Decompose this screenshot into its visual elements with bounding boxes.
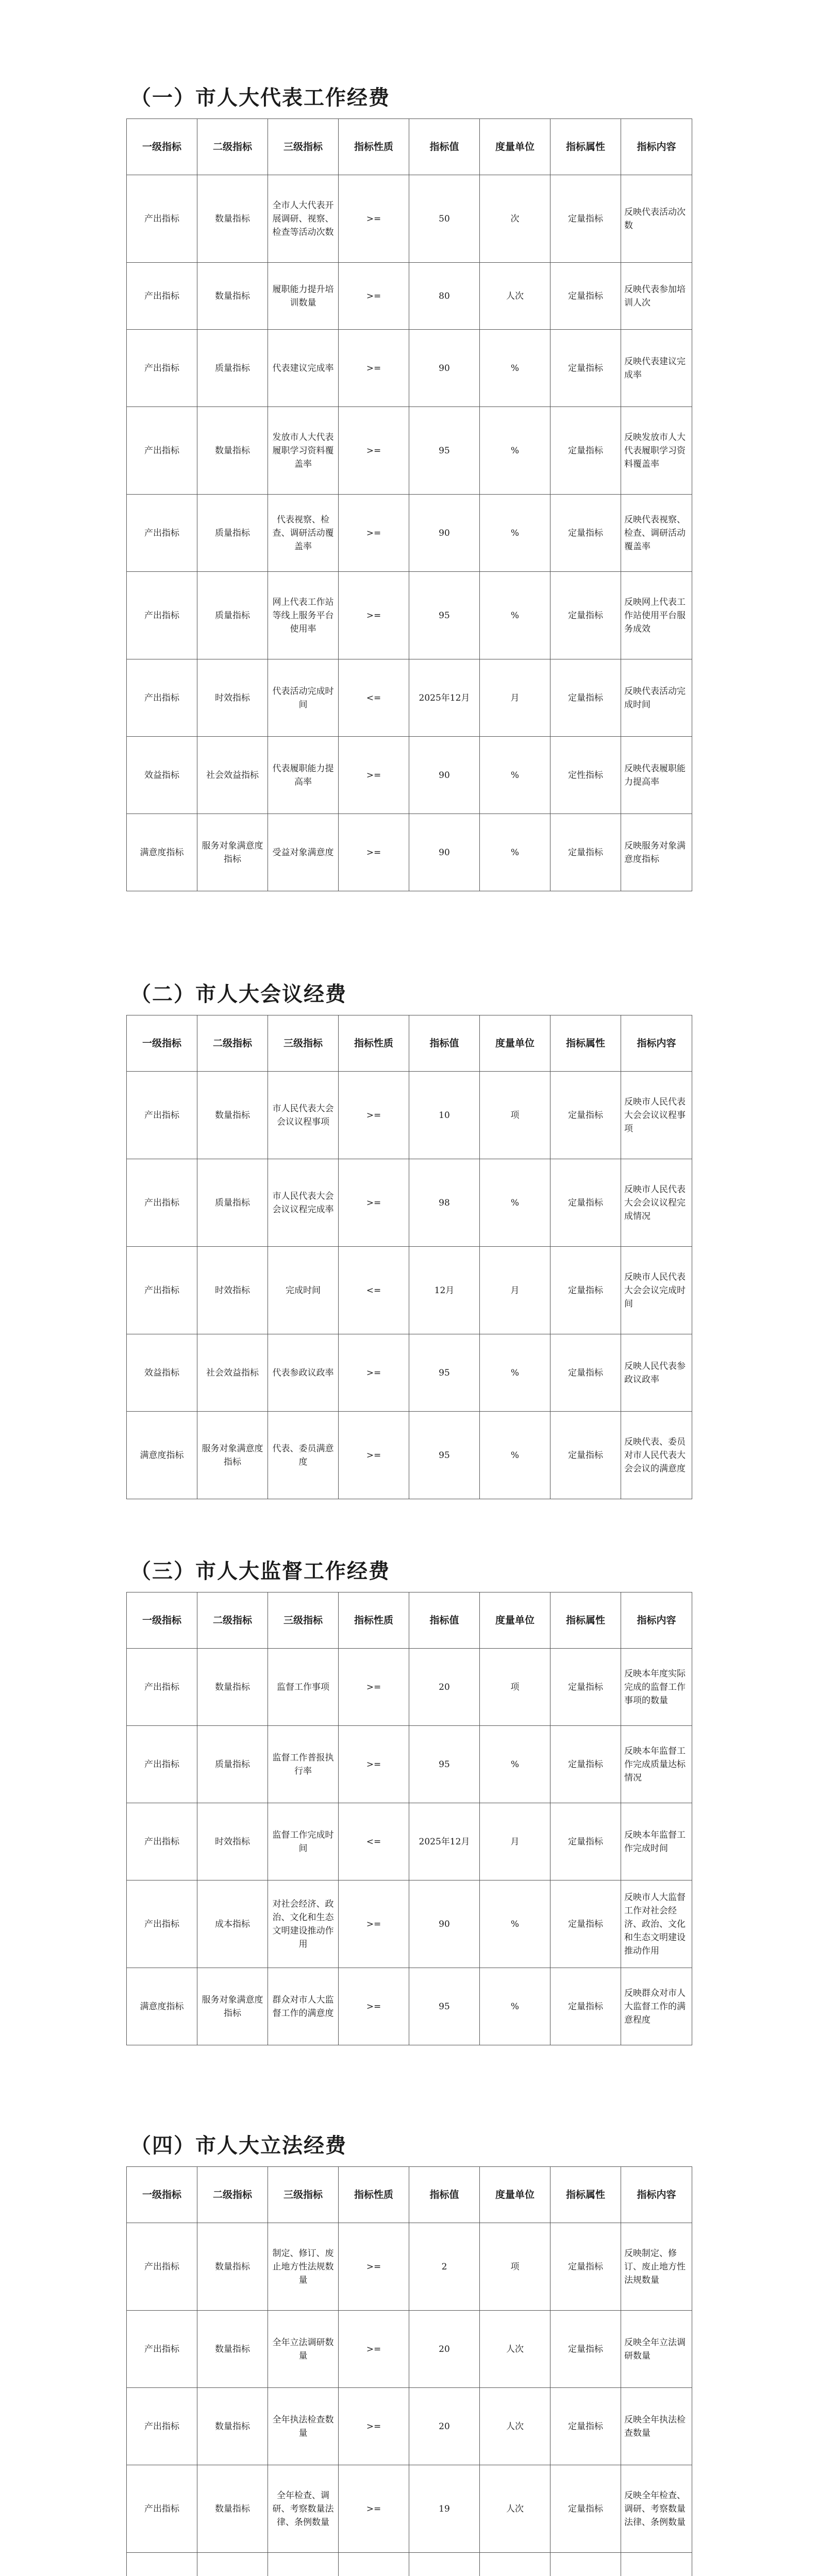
header-attribute: 指标属性 [550, 119, 621, 175]
table-header-row [127, 2167, 692, 2223]
cell-level3: 履职能力提升培训数量 [268, 263, 339, 330]
table-header-row [127, 119, 692, 175]
cell-nature: >= [339, 495, 409, 572]
cell-value: 10 [409, 1072, 480, 1159]
cell-level3: 全年立法调研数量 [268, 2311, 339, 2388]
section-title: （四）市人大立法经费 [130, 2133, 347, 2158]
table-row [127, 1726, 692, 1803]
cell-level2: 社会效益指标 [197, 737, 268, 814]
header-content: 指标内容 [621, 2167, 692, 2223]
cell-level3: 监督工作普报执行率 [268, 1726, 339, 1803]
cell-level1: 产出指标 [127, 2388, 197, 2465]
cell-value: 50 [409, 175, 480, 263]
header-value: 指标值 [409, 2167, 480, 2223]
cell-content: 反映代表建议完成率 [621, 330, 692, 407]
cell-unit: % [480, 814, 550, 891]
cell-attribute: 定量指标 [550, 659, 621, 737]
cell-level3: 代表参政议政率 [268, 1334, 339, 1412]
cell-level1: 产出指标 [127, 1726, 197, 1803]
header-nature: 指标性质 [339, 2167, 409, 2223]
cell-content: 反映市人民代表大会会议完成时间 [621, 1247, 692, 1334]
cell-attribute: 定量指标 [550, 1649, 621, 1726]
cell-level1: 满意度指标 [127, 1968, 197, 2045]
cell-attribute: 定量指标 [550, 2311, 621, 2388]
cell-content: 反映代表视察、检查、调研活动覆盖率 [621, 495, 692, 572]
cell-content: 反映本年度实际完成的监督工作事项的数量 [621, 1649, 692, 1726]
header-level3: 三级指标 [268, 1592, 339, 1649]
cell-level1: 产出指标 [127, 1247, 197, 1334]
header-value: 指标值 [409, 1592, 480, 1649]
cell-nature: >= [339, 1726, 409, 1803]
cell-level2: 服务对象满意度指标 [197, 1412, 268, 1499]
indicator-table [126, 2166, 692, 2576]
cell-content: 反映代表履职能力提高率 [621, 737, 692, 814]
indicator-table [126, 1592, 692, 2045]
cell-content: 反映制定、修订、废止地方性法规数量 [621, 2223, 692, 2311]
cell-level2: 数量指标 [197, 2223, 268, 2311]
cell-nature: >= [339, 1334, 409, 1412]
section-title: （一）市人大代表工作经费 [130, 86, 390, 110]
cell-level3: 监督工作事项 [268, 1649, 339, 1726]
table-row [127, 2553, 692, 2576]
cell-level3: 代表活动完成时间 [268, 659, 339, 737]
table-row [127, 330, 692, 407]
cell-value: 2025年12月 [409, 1803, 480, 1880]
cell-attribute: 定量指标 [550, 1803, 621, 1880]
cell-attribute: 定量指标 [550, 1726, 621, 1803]
table-row [127, 1803, 692, 1880]
cell-content: 反映全年检查、调研、考察数量法律、条例数量 [621, 2465, 692, 2553]
cell-attribute: 定量指标 [550, 1072, 621, 1159]
cell-attribute: 定量指标 [550, 572, 621, 659]
cell-level1: 产出指标 [127, 2465, 197, 2553]
cell-level1: 产出指标 [127, 1649, 197, 1726]
cell-unit: % [480, 1880, 550, 1968]
cell-value: 2025年12月 [409, 659, 480, 737]
cell-nature: >= [339, 2388, 409, 2465]
cell-level1: 产出指标 [127, 330, 197, 407]
cell-level3: 完成时间 [268, 1247, 339, 1334]
cell-value: 90 [409, 495, 480, 572]
header-attribute: 指标属性 [550, 2167, 621, 2223]
table-row [127, 1649, 692, 1726]
cell-unit: % [480, 1726, 550, 1803]
cell-nature: >= [339, 1649, 409, 1726]
header-attribute: 指标属性 [550, 1592, 621, 1649]
cell-value: 95 [409, 407, 480, 495]
header-value: 指标值 [409, 1015, 480, 1072]
cell-level1: 产出指标 [127, 175, 197, 263]
header-value: 指标值 [409, 119, 480, 175]
cell-content: 反映代表、委员对市人民代表大会会议的满意度 [621, 1412, 692, 1499]
cell-level3: 发放市人大代表履职学习资料覆盖率 [268, 407, 339, 495]
cell-nature: >= [339, 737, 409, 814]
cell-nature: >= [339, 1968, 409, 2045]
cell-content: 反映代表活动次数 [621, 175, 692, 263]
cell-value: 2 [409, 2223, 480, 2311]
cell-attribute: 定量指标 [550, 330, 621, 407]
table-header-row [127, 1592, 692, 1649]
table-row [127, 2465, 692, 2553]
cell-level1: 产出指标 [127, 2223, 197, 2311]
cell-nature [339, 2553, 409, 2576]
cell-value: 95 [409, 1968, 480, 2045]
cell-nature: >= [339, 175, 409, 263]
table-row [127, 572, 692, 659]
cell-level3: 代表、委员满意度 [268, 1412, 339, 1499]
cell-level1: 产出指标 [127, 659, 197, 737]
table-row [127, 1334, 692, 1412]
cell-content: 反映网上代表工作站使用平台服务成效 [621, 572, 692, 659]
cell-nature: >= [339, 330, 409, 407]
cell-content: 反映代表参加培训人次 [621, 263, 692, 330]
cell-attribute [550, 2553, 621, 2576]
cell-unit: 月 [480, 1803, 550, 1880]
header-level1: 一级指标 [127, 119, 197, 175]
cell-nature: >= [339, 263, 409, 330]
cell-unit: 项 [480, 1072, 550, 1159]
table-row [127, 263, 692, 330]
cell-content: 反映市人大监督工作对社会经济、政治、文化和生态文明建设推动作用 [621, 1880, 692, 1968]
cell-level3: 代表视察、检查、调研活动覆盖率 [268, 495, 339, 572]
cell-level1: 效益指标 [127, 737, 197, 814]
cell-level2: 质量指标 [197, 572, 268, 659]
cell-level3: 群众对市人大监督工作的满意度 [268, 1968, 339, 2045]
indicator-section [126, 2125, 692, 2576]
table-row [127, 1247, 692, 1334]
cell-nature: >= [339, 2223, 409, 2311]
cell-attribute: 定量指标 [550, 1247, 621, 1334]
cell-content: 反映代表活动完成时间 [621, 659, 692, 737]
table-row [127, 2223, 692, 2311]
cell-level3: 市人民代表大会会议议程事项 [268, 1072, 339, 1159]
header-level1: 一级指标 [127, 1592, 197, 1649]
cell-content: 反映群众对市人大监督工作的满意程度 [621, 1968, 692, 2045]
cell-nature: >= [339, 2311, 409, 2388]
table-row [127, 1072, 692, 1159]
table-row [127, 1880, 692, 1968]
cell-level3: 全年执法检查数量 [268, 2388, 339, 2465]
cell-value: 80 [409, 263, 480, 330]
cell-unit: % [480, 330, 550, 407]
indicator-section [126, 974, 692, 1499]
cell-value [409, 2553, 480, 2576]
header-level2: 二级指标 [197, 2167, 268, 2223]
cell-attribute: 定量指标 [550, 1159, 621, 1247]
indicator-section [126, 77, 692, 891]
header-content: 指标内容 [621, 1592, 692, 1649]
cell-content: 反映本年监督工作完成时间 [621, 1803, 692, 1880]
cell-unit: % [480, 407, 550, 495]
cell-level2: 服务对象满意度指标 [197, 814, 268, 891]
cell-value: 90 [409, 814, 480, 891]
header-level2: 二级指标 [197, 1015, 268, 1072]
cell-level1 [127, 2553, 197, 2576]
section-title: （二）市人大会议经费 [130, 982, 347, 1006]
cell-attribute: 定量指标 [550, 175, 621, 263]
cell-level2: 数量指标 [197, 175, 268, 263]
cell-unit: 人次 [480, 2388, 550, 2465]
cell-attribute: 定量指标 [550, 814, 621, 891]
header-nature: 指标性质 [339, 1592, 409, 1649]
cell-attribute: 定量指标 [550, 2223, 621, 2311]
indicator-table [126, 1015, 692, 1499]
cell-value: 20 [409, 2311, 480, 2388]
cell-level1: 满意度指标 [127, 814, 197, 891]
table-row [127, 1159, 692, 1247]
table-row [127, 659, 692, 737]
cell-value: 95 [409, 572, 480, 659]
cell-nature: >= [339, 814, 409, 891]
cell-value: 90 [409, 737, 480, 814]
cell-unit: % [480, 1334, 550, 1412]
cell-unit: % [480, 572, 550, 659]
cell-level2 [197, 2553, 268, 2576]
cell-nature: >= [339, 2465, 409, 2553]
header-unit: 度量单位 [480, 119, 550, 175]
cell-level2: 数量指标 [197, 2388, 268, 2465]
cell-content: 反映市人民代表大会会议议程事项 [621, 1072, 692, 1159]
cell-level2: 质量指标 [197, 330, 268, 407]
cell-level2: 数量指标 [197, 1072, 268, 1159]
cell-nature: >= [339, 1072, 409, 1159]
cell-nature: >= [339, 1159, 409, 1247]
cell-nature: >= [339, 1880, 409, 1968]
cell-attribute: 定量指标 [550, 1412, 621, 1499]
cell-value: 90 [409, 1880, 480, 1968]
table-row [127, 175, 692, 263]
cell-level1: 产出指标 [127, 495, 197, 572]
indicator-table [126, 118, 692, 891]
cell-level3: 代表建议完成率 [268, 330, 339, 407]
cell-level1: 效益指标 [127, 1334, 197, 1412]
cell-unit: % [480, 737, 550, 814]
header-level2: 二级指标 [197, 119, 268, 175]
cell-level1: 产出指标 [127, 2311, 197, 2388]
cell-level1: 产出指标 [127, 1803, 197, 1880]
cell-unit: 人次 [480, 2465, 550, 2553]
indicator-section [126, 1551, 692, 2045]
table-row [127, 1968, 692, 2045]
table-row [127, 1412, 692, 1499]
cell-attribute: 定性指标 [550, 737, 621, 814]
cell-unit: 人次 [480, 263, 550, 330]
cell-level2: 时效指标 [197, 1803, 268, 1880]
cell-level1: 产出指标 [127, 1880, 197, 1968]
cell-level1: 产出指标 [127, 572, 197, 659]
header-level1: 一级指标 [127, 2167, 197, 2223]
cell-content: 反映市人民代表大会会议议程完成情况 [621, 1159, 692, 1247]
header-content: 指标内容 [621, 1015, 692, 1072]
cell-level2: 质量指标 [197, 1159, 268, 1247]
table-row [127, 495, 692, 572]
cell-nature: >= [339, 407, 409, 495]
cell-level1: 产出指标 [127, 407, 197, 495]
cell-unit: 人次 [480, 2311, 550, 2388]
header-nature: 指标性质 [339, 1015, 409, 1072]
cell-level3: 对社会经济、政治、文化和生态文明建设推动作用 [268, 1880, 339, 1968]
table-row [127, 814, 692, 891]
header-attribute: 指标属性 [550, 1015, 621, 1072]
cell-content [621, 2553, 692, 2576]
cell-level2: 成本指标 [197, 1880, 268, 1968]
cell-value: 20 [409, 1649, 480, 1726]
cell-nature: <= [339, 1247, 409, 1334]
header-level2: 二级指标 [197, 1592, 268, 1649]
cell-level3: 监督工作完成时间 [268, 1803, 339, 1880]
cell-level3: 制定、修订、废止地方性法规数量 [268, 2223, 339, 2311]
cell-level2: 时效指标 [197, 659, 268, 737]
table-row [127, 2311, 692, 2388]
cell-content: 反映全年执法检查数量 [621, 2388, 692, 2465]
header-content: 指标内容 [621, 119, 692, 175]
cell-value: 95 [409, 1412, 480, 1499]
cell-content: 反映全年立法调研数量 [621, 2311, 692, 2388]
table-row [127, 2388, 692, 2465]
cell-value: 95 [409, 1726, 480, 1803]
cell-attribute: 定量指标 [550, 263, 621, 330]
header-unit: 度量单位 [480, 1015, 550, 1072]
cell-level3: 代表履职能力提高率 [268, 737, 339, 814]
cell-content: 反映本年监督工作完成质量达标情况 [621, 1726, 692, 1803]
cell-content: 反映人民代表参政议政率 [621, 1334, 692, 1412]
cell-level2: 服务对象满意度指标 [197, 1968, 268, 2045]
cell-level2: 时效指标 [197, 1247, 268, 1334]
cell-attribute: 定量指标 [550, 2388, 621, 2465]
section-title: （三）市人大监督工作经费 [130, 1559, 390, 1583]
header-level3: 三级指标 [268, 119, 339, 175]
cell-nature: >= [339, 1412, 409, 1499]
cell-unit: % [480, 495, 550, 572]
cell-level1: 产出指标 [127, 263, 197, 330]
cell-level3: 全市人大代表开展调研、视察、检查等活动次数 [268, 175, 339, 263]
cell-attribute: 定量指标 [550, 2465, 621, 2553]
cell-content: 反映服务对象满意度指标 [621, 814, 692, 891]
cell-level1: 产出指标 [127, 1072, 197, 1159]
cell-unit: 月 [480, 659, 550, 737]
cell-unit: 次 [480, 175, 550, 263]
table-header-row [127, 1015, 692, 1072]
cell-level2: 社会效益指标 [197, 1334, 268, 1412]
cell-level3: 全年检查、调研、考察数量法律、条例数量 [268, 2465, 339, 2553]
cell-attribute: 定量指标 [550, 1968, 621, 2045]
cell-level3 [268, 2553, 339, 2576]
cell-attribute: 定量指标 [550, 1880, 621, 1968]
cell-level2: 质量指标 [197, 1726, 268, 1803]
cell-unit: 月 [480, 1247, 550, 1334]
cell-attribute: 定量指标 [550, 1334, 621, 1412]
table-row [127, 737, 692, 814]
cell-unit: % [480, 1412, 550, 1499]
cell-unit [480, 2553, 550, 2576]
cell-unit: % [480, 1159, 550, 1247]
cell-value: 12月 [409, 1247, 480, 1334]
cell-nature: >= [339, 572, 409, 659]
cell-unit: 项 [480, 2223, 550, 2311]
cell-level2: 数量指标 [197, 407, 268, 495]
header-level3: 三级指标 [268, 1015, 339, 1072]
header-level3: 三级指标 [268, 2167, 339, 2223]
header-unit: 度量单位 [480, 2167, 550, 2223]
cell-level3: 市人民代表大会会议议程完成率 [268, 1159, 339, 1247]
header-nature: 指标性质 [339, 119, 409, 175]
cell-attribute: 定量指标 [550, 407, 621, 495]
cell-level2: 质量指标 [197, 495, 268, 572]
cell-level3: 受益对象满意度 [268, 814, 339, 891]
cell-value: 98 [409, 1159, 480, 1247]
cell-level1: 满意度指标 [127, 1412, 197, 1499]
cell-level2: 数量指标 [197, 2465, 268, 2553]
header-level1: 一级指标 [127, 1015, 197, 1072]
cell-level3: 网上代表工作站等线上服务平台使用率 [268, 572, 339, 659]
header-unit: 度量单位 [480, 1592, 550, 1649]
table-row [127, 407, 692, 495]
cell-level2: 数量指标 [197, 263, 268, 330]
cell-value: 95 [409, 1334, 480, 1412]
cell-level1: 产出指标 [127, 1159, 197, 1247]
cell-value: 20 [409, 2388, 480, 2465]
cell-level2: 数量指标 [197, 1649, 268, 1726]
cell-content: 反映发放市人大代表履职学习资料覆盖率 [621, 407, 692, 495]
cell-value: 19 [409, 2465, 480, 2553]
cell-level2: 数量指标 [197, 2311, 268, 2388]
cell-nature: <= [339, 1803, 409, 1880]
cell-attribute: 定量指标 [550, 495, 621, 572]
cell-unit: 项 [480, 1649, 550, 1726]
cell-nature: <= [339, 659, 409, 737]
cell-unit: % [480, 1968, 550, 2045]
cell-value: 90 [409, 330, 480, 407]
